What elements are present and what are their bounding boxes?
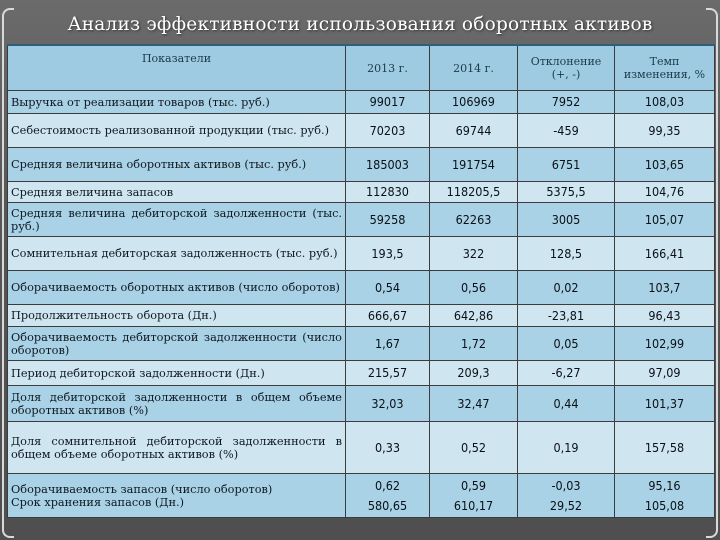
- table-cell: [430, 327, 518, 361]
- table-cell: [615, 91, 715, 114]
- cell-value: 101,37: [644, 395, 685, 411]
- table-row: [8, 182, 715, 203]
- cell-value: 0,33: [374, 439, 401, 455]
- table-cell: [518, 203, 615, 237]
- cell-value: -23,81: [547, 307, 585, 323]
- column-header: Показатели: [8, 45, 346, 91]
- cell-value: -459: [553, 122, 579, 138]
- table-cell: [430, 305, 518, 327]
- table-cell: [346, 237, 430, 271]
- cell-value: 1,72: [460, 335, 487, 351]
- column-header: Отклонение (+, -): [518, 45, 615, 91]
- table-cell: [430, 148, 518, 182]
- cell-value: 69744: [455, 122, 492, 138]
- cell-value: 103,7: [648, 279, 681, 295]
- column-header: 2013 г.: [346, 45, 430, 91]
- cell-value: 0,44: [553, 395, 579, 411]
- table-cell: [430, 237, 518, 271]
- table-cell: [518, 361, 615, 386]
- table-cell: [615, 182, 715, 203]
- table-cell: [346, 148, 430, 182]
- cell-value: 32,03: [371, 395, 404, 411]
- cell-value: 106969: [452, 94, 495, 109]
- cell-value: 0,62: [374, 477, 401, 493]
- table-cell: [430, 203, 518, 237]
- cell-value: 103,65: [644, 156, 685, 172]
- table-cell: [430, 271, 518, 305]
- table-cell: [615, 203, 715, 237]
- cell-value: 102,99: [644, 335, 685, 351]
- row-label: Оборачиваемость оборотных активов (число оборотов): [8, 271, 346, 305]
- row-label: Средняя величина оборотных активов (тыс. руб.): [8, 148, 346, 182]
- cell-value: 191754: [452, 156, 495, 172]
- table-cell: [518, 305, 615, 327]
- row-label: Доля сомнительной дебиторской задолженности в общем объеме оборотных активов (%): [8, 422, 346, 474]
- table-row: [8, 305, 715, 327]
- table-cell: [518, 327, 615, 361]
- cell-value: 0,56: [460, 279, 487, 295]
- table-cell: [518, 148, 615, 182]
- cell-value: 99017: [369, 94, 406, 109]
- table-cell: [346, 386, 430, 422]
- row-label: Оборачиваемость запасов (число оборотов) Срок хранения запасов (Дн.): [8, 474, 346, 518]
- cell-value: 209,3: [457, 365, 490, 380]
- cell-value: 0,05: [553, 335, 579, 351]
- row-label: Продолжительность оборота (Дн.): [8, 305, 346, 327]
- cell-value: 7952: [551, 94, 581, 109]
- cell-value: 193,5: [371, 245, 404, 261]
- table-cell: [518, 386, 615, 422]
- table-cell: [430, 114, 518, 148]
- row-label: Выручка от реализации товаров (тыс. руб.): [8, 91, 346, 114]
- table-cell: [518, 114, 615, 148]
- table-cell: [430, 182, 518, 203]
- cell-value: 0,54: [374, 279, 401, 295]
- cell-value: 70203: [369, 122, 406, 138]
- table-cell: [430, 91, 518, 114]
- row-label: Себестоимость реализованной продукции (тыс. руб.): [8, 114, 346, 148]
- cell-value: 6751: [551, 156, 581, 172]
- table-cell: [346, 91, 430, 114]
- table-header-row: [8, 45, 715, 91]
- table-row: [8, 327, 715, 361]
- cell-value: 0,02: [553, 279, 579, 295]
- cell-value: 29,52: [549, 497, 583, 513]
- cell-value: 62263: [455, 211, 492, 227]
- table-cell: [518, 91, 615, 114]
- cell-value: 96,43: [648, 307, 681, 323]
- table-row: [8, 271, 715, 305]
- table-cell: [615, 422, 715, 474]
- table-cell: [430, 422, 518, 474]
- table-cell: [346, 271, 430, 305]
- table-cell: [430, 386, 518, 422]
- table-cell: [615, 305, 715, 327]
- column-header: Темп изменения, %: [615, 45, 715, 91]
- table-cell: [615, 327, 715, 361]
- cell-value: 215,57: [367, 365, 408, 380]
- table-cell: [615, 237, 715, 271]
- cell-value: 0,59: [460, 477, 487, 493]
- table-row: [8, 386, 715, 422]
- cell-value: 108,03: [644, 94, 685, 109]
- cell-value: 185003: [366, 156, 409, 172]
- cell-value: 580,65: [367, 497, 408, 513]
- table-cell: [615, 114, 715, 148]
- table-row: [8, 361, 715, 386]
- cell-value: 3005: [551, 211, 581, 227]
- cell-value: 105,08: [644, 497, 685, 513]
- cell-value: -0,03: [551, 477, 581, 493]
- table-row: [8, 422, 715, 474]
- row-label: Период дебиторской задолженности (Дн.): [8, 361, 346, 386]
- cell-value: 666,67: [367, 307, 408, 323]
- cell-value: 128,5: [549, 245, 583, 261]
- table-row: [8, 114, 715, 148]
- table-cell: [615, 361, 715, 386]
- row-label: Средняя величина дебиторской задолженности (тыс. руб.): [8, 203, 346, 237]
- table-row: [8, 148, 715, 182]
- cell-value: -6,27: [551, 365, 581, 380]
- table-cell: [518, 474, 615, 518]
- table-cell: [518, 237, 615, 271]
- table-row: [8, 474, 715, 518]
- table-cell: [615, 271, 715, 305]
- table-cell: [346, 203, 430, 237]
- table-cell: [346, 182, 430, 203]
- table-cell: [346, 114, 430, 148]
- table-cell: [615, 148, 715, 182]
- table-cell: [615, 386, 715, 422]
- cell-value: 610,17: [453, 497, 494, 513]
- cell-value: 99,35: [648, 122, 681, 138]
- row-label: Средняя величина запасов: [8, 182, 346, 203]
- cell-value: 32,47: [457, 395, 490, 411]
- cell-value: 95,16: [648, 477, 681, 493]
- row-label: Доля дебиторской задолженности в общем объеме оборотных активов (%): [8, 386, 346, 422]
- cell-value: 97,09: [648, 365, 681, 380]
- cell-value: 5375,5: [546, 184, 586, 199]
- cell-value: 118205,5: [446, 184, 501, 199]
- table-cell: [430, 361, 518, 386]
- table-row: [8, 91, 715, 114]
- row-label: Сомнительная дебиторская задолженность (тыс. руб.): [8, 237, 346, 271]
- page-title: Анализ эффективности использования оборотных активов: [67, 14, 653, 35]
- cell-value: 1,67: [374, 335, 401, 351]
- cell-value: 112830: [366, 184, 409, 199]
- table-cell: [518, 182, 615, 203]
- table-cell: [518, 271, 615, 305]
- cell-value: 322: [462, 245, 485, 261]
- cell-value: 104,76: [644, 184, 685, 199]
- table-cell: [430, 474, 518, 518]
- cell-value: 642,86: [453, 307, 494, 323]
- table-cell: [346, 474, 430, 518]
- table-cell: [615, 474, 715, 518]
- cell-value: 157,58: [644, 439, 685, 455]
- table-body: [8, 91, 715, 518]
- table-cell: [346, 361, 430, 386]
- cell-value: 105,07: [644, 211, 685, 227]
- column-header: 2014 г.: [430, 45, 518, 91]
- table-row: [8, 203, 715, 237]
- table-cell: [346, 422, 430, 474]
- table-row: [8, 237, 715, 271]
- data-table: [7, 44, 715, 518]
- cell-value: 0,52: [460, 439, 487, 455]
- table-cell: [518, 422, 615, 474]
- row-label: Оборачиваемость дебиторской задолженности (число оборотов): [8, 327, 346, 361]
- table-cell: [346, 327, 430, 361]
- cell-value: 0,19: [553, 439, 579, 455]
- cell-value: 59258: [369, 211, 406, 227]
- cell-value: 166,41: [644, 245, 685, 261]
- table-cell: [346, 305, 430, 327]
